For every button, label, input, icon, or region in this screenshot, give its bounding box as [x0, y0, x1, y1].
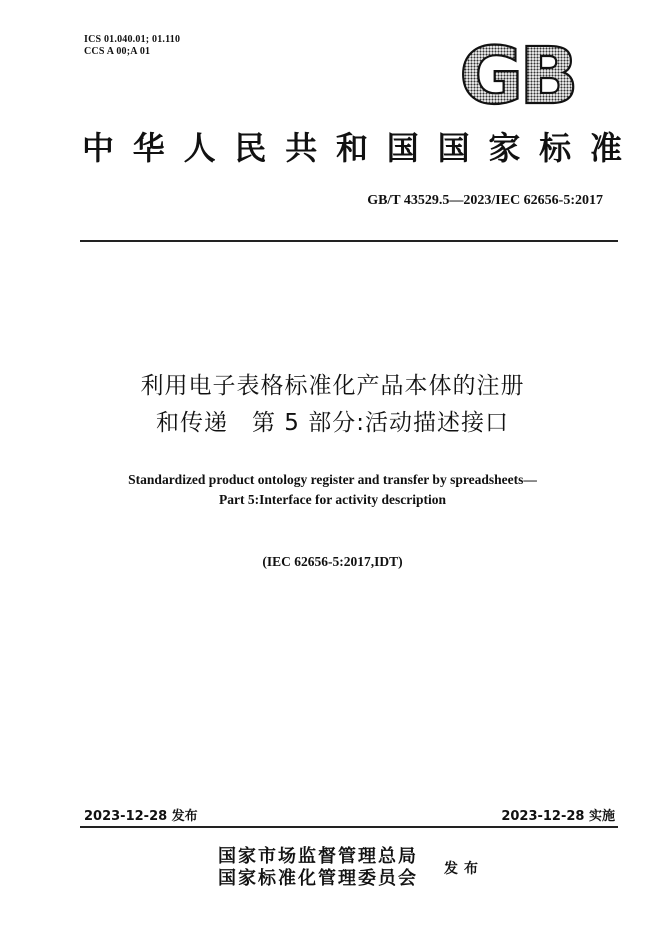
english-title — [40, 470, 625, 510]
english-title-line1: Standardized product ontology register and transfer by spreadsheets— — [128, 472, 537, 487]
implementation-date: 2023-12-28 实施 — [501, 809, 615, 824]
chinese-title-line2: 和传递 第 5 部分:活动描述接口 — [155, 410, 509, 436]
ccs-code: CCS A 00;A 01 — [84, 46, 151, 57]
chinese-title-line1: 利用电子表格标准化产品本体的注册 — [140, 373, 525, 399]
national-title-char: 民 — [234, 129, 267, 167]
bottom-divider — [80, 826, 618, 828]
national-title-char: 标 — [539, 129, 572, 167]
publication-date: 2023-12-28 发布 — [84, 809, 198, 824]
national-standard-title — [82, 128, 622, 168]
ics-code: ICS 01.040.01; 01.110 — [84, 34, 181, 45]
national-title-char: 家 — [488, 129, 521, 167]
gb-logo — [452, 41, 582, 111]
svg-text:GB: GB — [459, 41, 575, 111]
classification-codes — [84, 34, 180, 58]
national-title-char: 国 — [437, 129, 470, 167]
national-title-char: 准 — [589, 129, 622, 167]
chinese-title — [40, 368, 625, 442]
issuer-sac: 国家标准化管理委员会 — [218, 868, 418, 889]
top-divider — [80, 240, 618, 242]
national-title-char: 华 — [132, 129, 165, 167]
national-title-char: 共 — [285, 129, 318, 167]
standard-code: GB/T 43529.5—2023/IEC 62656-5:2017 — [367, 193, 603, 208]
national-title-char: 国 — [386, 129, 419, 167]
national-title-char: 人 — [183, 129, 216, 167]
issuer-samr: 国家市场监督管理总局 — [218, 846, 418, 867]
issuing-authorities — [218, 846, 418, 890]
national-title-char: 中 — [82, 129, 115, 167]
english-title-line2: Part 5:Interface for activity description — [219, 492, 446, 507]
iec-reference: (IEC 62656-5:2017,IDT) — [262, 554, 403, 569]
national-title-char: 和 — [335, 129, 368, 167]
issue-label: 发布 — [444, 861, 484, 877]
